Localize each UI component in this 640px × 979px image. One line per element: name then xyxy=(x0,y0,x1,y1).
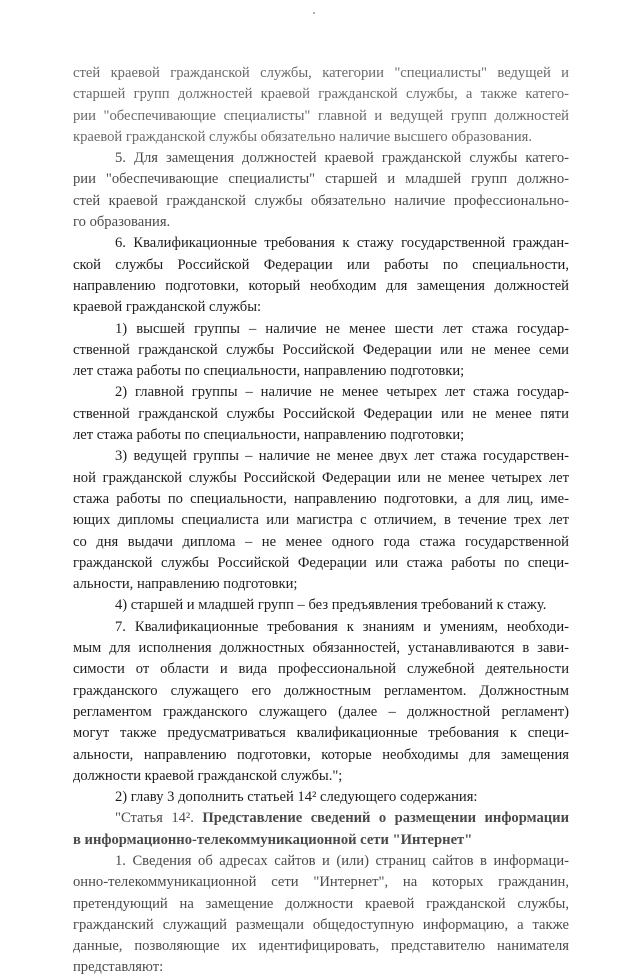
text-line: 4) старшей и младшей групп – без предъявления требований к стажу. xyxy=(115,597,547,614)
text-line: 2) главной группы – наличие не менее четырех лет стажа государ- xyxy=(115,384,569,401)
text-line: рии "обеспечивающие специалисты" старшей и младшей групп должно- xyxy=(73,171,569,188)
text-line: краевой гражданской службы: xyxy=(73,299,262,316)
text-line: ющих дипломы специалиста или магистра с отличием, в течение трех лет xyxy=(73,512,569,529)
text-line: стей краевой гражданской службы, категории "специалисты" ведущей и xyxy=(73,65,569,81)
article-heading: Представление сведений о размещении информации xyxy=(202,810,569,827)
text-line: 1) высшей группы – наличие не менее шести лет стажа государ- xyxy=(115,320,569,337)
document-page xyxy=(73,63,569,979)
text-line: старшей групп должностей краевой гражданской службы, а также катего- xyxy=(73,86,569,103)
text-line: данные, позволяющие их идентифицировать, представителю нанимателя xyxy=(73,938,569,955)
text-line: представляют: xyxy=(73,959,164,976)
text-line: краевой гражданской службы обязательно наличие высшего образования. xyxy=(73,128,533,145)
text-line: альности, направлению подготовки; xyxy=(73,576,298,593)
text-line: в информационно-телекоммуникационной сети "Интернет" xyxy=(73,831,473,848)
text-line: стей краевой гражданской службы обязательно наличие профессионально- xyxy=(73,192,569,209)
text-line: альности, направлению подготовки, которые необходимы для замещения xyxy=(73,746,569,763)
text-line: го образования. xyxy=(73,214,171,231)
text-line: 6. Квалификационные требования к стажу государственной граждан- xyxy=(115,235,569,252)
text-line: 5. Для замещения должностей краевой гражданской службы катего- xyxy=(115,150,569,167)
text-line: претендующий на замещение должности краевой гражданской службы, xyxy=(73,895,569,912)
text-line: должности краевой гражданской службы."; xyxy=(73,767,343,784)
text-line: симости от области и вида профессиональной служебной деятельности xyxy=(73,661,569,678)
text-line: регламентом гражданского служащего (далее – должностной регламент) xyxy=(73,703,569,720)
text-line: "Статья 14². Представление сведений о размещении информации xyxy=(115,810,569,827)
text-line: онно-телекоммуникационной сети "Интернет", на которых гражданин, xyxy=(73,874,569,891)
text-line: направлению подготовки, который необходим для замещения должностей xyxy=(73,277,569,294)
text-line: могут также предусматриваться квалификационные требования к специ- xyxy=(73,725,569,742)
text-line: гражданской службы Российской Федерации или стажа работы по специ- xyxy=(73,554,569,571)
text-line: 7. Квалификационные требования к знаниям и умениям, необходи- xyxy=(115,618,569,635)
text-line: ной гражданской службы Российской Федерации или не менее четырех лет xyxy=(73,469,569,486)
text-line: со дня выдачи диплома – не менее одного года стажа государственной xyxy=(73,533,569,550)
scan-speck xyxy=(313,12,315,14)
text-line: рии "обеспечивающие специалисты" главной и ведущей групп должностей xyxy=(73,107,569,124)
text-line: гражданский служащий размещали общедоступную информацию, а также xyxy=(73,916,569,933)
text-line: стажа работы по специальности, направлению подготовки, а для лиц, име- xyxy=(73,490,569,507)
text-line: ственной гражданской службы Российской Федерации или не менее пяти xyxy=(73,405,569,422)
text-line: мым для исполнения должностных обязанностей, устанавливаются в зави- xyxy=(73,640,569,657)
text-line: лет стажа работы по специальности, направлению подготовки; xyxy=(73,427,465,444)
text-line: ской службы Российской Федерации или работы по специальности, xyxy=(73,256,569,273)
text-line: лет стажа работы по специальности, направлению подготовки; xyxy=(73,363,465,380)
text-line: 1. Сведения об адресах сайтов и (или) страниц сайтов в информаци- xyxy=(115,852,569,869)
text-line: гражданского служащего его должностным регламентом. Должностным xyxy=(73,682,569,699)
text-line: ственной гражданской службы Российской Федерации или не менее семи xyxy=(73,341,569,358)
text-line: 3) ведущей группы – наличие не менее двух лет стажа государствен- xyxy=(115,448,569,465)
text-line: 2) главу 3 дополнить статьей 14² следующего содержания: xyxy=(115,789,478,806)
